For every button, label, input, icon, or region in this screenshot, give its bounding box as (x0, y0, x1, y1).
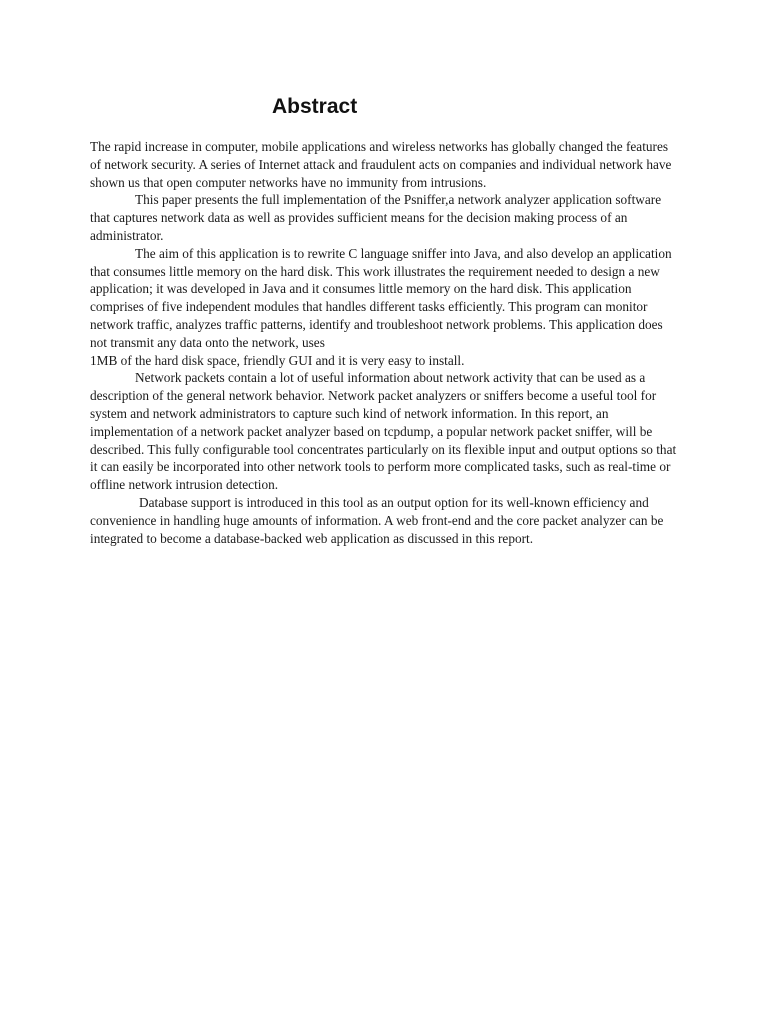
paragraph-database-support: Database support is introduced in this tool as an output option for its well-known efficiency and convenience in handling huge amounts of information. A web front-end and the core packet analyzer can be integrated to become a database-backed web application as discussed in this report. (90, 494, 664, 546)
paragraph-intro: The rapid increase in computer, mobile applications and wireless networks has globally changed the features of network security. A series of Internet attack and fraudulent acts on companies and individual network have shown us that open computer networks have no immunity from intrusions. (90, 139, 672, 190)
paragraph-disk-space: 1MB of the hard disk space, friendly GUI and it is very easy to install. (90, 352, 465, 368)
page-title: Abstract (272, 95, 358, 118)
abstract-body (90, 138, 678, 547)
paragraph-aim: The aim of this application is to rewrite C language sniffer into Java, and also develop an application that consumes little memory on the hard disk. This work illustrates the requirement needed to design a new application; it was developed in Java and it consumes little memory on the hard disk. This application comprises of five independent modules that handles different tasks efficiently. This program can monitor network traffic, analyzes traffic patterns, identify and troubleshoot network problems. This application does not transmit any data onto the network, uses (90, 245, 672, 350)
paragraph-network-packets: Network packets contain a lot of useful information about network activity that can be used as a description of the general network behavior. Network packet analyzers or sniffers become a useful tool for system and network administrators to capture such kind of network information. In this report, an implementation of a network packet analyzer based on tcpdump, a popular network packet sniffer, will be described. This fully configurable tool concentrates particularly on its flexible input and output options so that it can easily be incorporated into other network tools to perform more complicated tasks, such as real-time or offline network intrusion detection. (90, 370, 677, 493)
paragraph-implementation: This paper presents the full implementation of the Psniffer,a network analyzer application software that captures network data as well as provides sufficient means for the decision making process of an administrator. (90, 192, 662, 243)
